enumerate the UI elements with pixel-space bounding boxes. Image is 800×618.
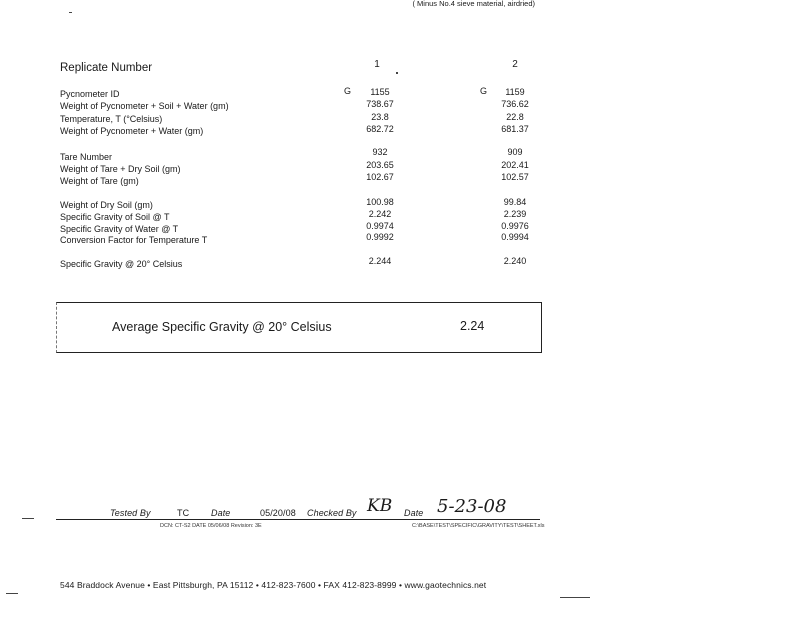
- row-label-weight-pyc-water: Weight of Pycnometer + Water (gm): [60, 126, 204, 136]
- cell-value: 202.41: [501, 160, 529, 170]
- checked-date-label: Date: [404, 508, 424, 518]
- cell-value: 738.67: [366, 99, 394, 109]
- header-note: ( Minus No.4 sieve material, airdried): [412, 0, 535, 8]
- row-label-weight-dry-soil: Weight of Dry Soil (gm): [60, 200, 153, 210]
- cell-value: 681.37: [501, 124, 529, 134]
- scan-mark: [69, 12, 72, 13]
- scan-mark: [22, 518, 34, 519]
- cell-value: 736.62: [501, 99, 529, 109]
- cell-value: 2.240: [503, 256, 527, 266]
- row-label-sg-20c: Specific Gravity @ 20° Celsius: [60, 259, 183, 269]
- row-label-temperature: Temperature, T (°Celsius): [60, 114, 163, 124]
- form-reference-left: DCN: CT-S2 DATE 05/06/08 Revision: 3E: [160, 523, 262, 529]
- row-label-weight-tare-dry-soil: Weight of Tare + Dry Soil (gm): [60, 164, 181, 174]
- cell-value: 203.65: [366, 160, 394, 170]
- scan-mark: [560, 597, 590, 598]
- cell-value: 932: [372, 147, 388, 157]
- column-header-2: 2: [512, 59, 518, 70]
- cell-value: 0.9974: [366, 221, 394, 231]
- footer-address: 544 Braddock Avenue • East Pittsburgh, PA 15112 • 412-823-7600 • FAX 412-823-8999 • www.gaotechnics.net: [60, 580, 487, 590]
- cell-value: 1159: [505, 87, 525, 97]
- cell-value: 99.84: [503, 197, 527, 207]
- tested-date-label: Date: [211, 508, 231, 518]
- average-specific-gravity-box: [56, 302, 542, 353]
- tested-by-label: Tested By: [110, 508, 151, 518]
- scan-mark: [396, 72, 398, 74]
- cell-value: 2.242: [368, 209, 392, 219]
- average-value: 2.24: [460, 319, 485, 333]
- cell-value: 23.8: [371, 112, 389, 122]
- cell-value: 0.9976: [501, 221, 529, 231]
- cell-value: 0.9994: [501, 232, 529, 242]
- cell-value: 2.244: [368, 256, 392, 266]
- cell-value: 22.8: [506, 112, 524, 122]
- cell-value: 0.9992: [366, 232, 394, 242]
- cell-value: 909: [507, 147, 523, 157]
- checked-by-initials: KB: [367, 496, 393, 516]
- row-label-pycnometer-id: Pycnometer ID: [60, 89, 120, 99]
- form-reference-right: C:\BASE\TEST\SPECIFIC\GRAVITY\TEST\SHEET.xls: [412, 523, 545, 529]
- average-label: Average Specific Gravity @ 20° Celsius: [112, 320, 332, 334]
- cell-value: 100.98: [366, 197, 394, 207]
- pycnometer-prefix-2: G: [480, 86, 488, 96]
- pycnometer-prefix-1: G: [344, 86, 352, 96]
- cell-value: 682.72: [366, 124, 394, 134]
- row-label-sg-soil: Specific Gravity of Soil @ T: [60, 212, 170, 222]
- scan-mark: [6, 593, 18, 594]
- cell-value: 102.57: [501, 172, 529, 182]
- cell-value: 102.67: [366, 172, 394, 182]
- tested-date-value: 05/20/08: [260, 508, 296, 518]
- column-header-1: 1: [374, 59, 380, 70]
- row-label-conversion-factor: Conversion Factor for Temperature T: [60, 235, 208, 245]
- cell-value: 2.239: [503, 209, 527, 219]
- row-label-tare-number: Tare Number: [60, 152, 113, 162]
- row-label-sg-water: Specific Gravity of Water @ T: [60, 224, 179, 234]
- row-label-weight-pyc-soil-water: Weight of Pycnometer + Soil + Water (gm): [60, 101, 229, 111]
- signature-line: [56, 519, 540, 520]
- cell-value: 1155: [370, 87, 390, 97]
- table-title: Replicate Number: [60, 62, 153, 74]
- checked-date-handwritten: 5-23-08: [437, 496, 507, 517]
- row-label-weight-tare: Weight of Tare (gm): [60, 176, 139, 186]
- tested-by-value: TC: [177, 508, 190, 518]
- checked-by-label: Checked By: [307, 508, 357, 518]
